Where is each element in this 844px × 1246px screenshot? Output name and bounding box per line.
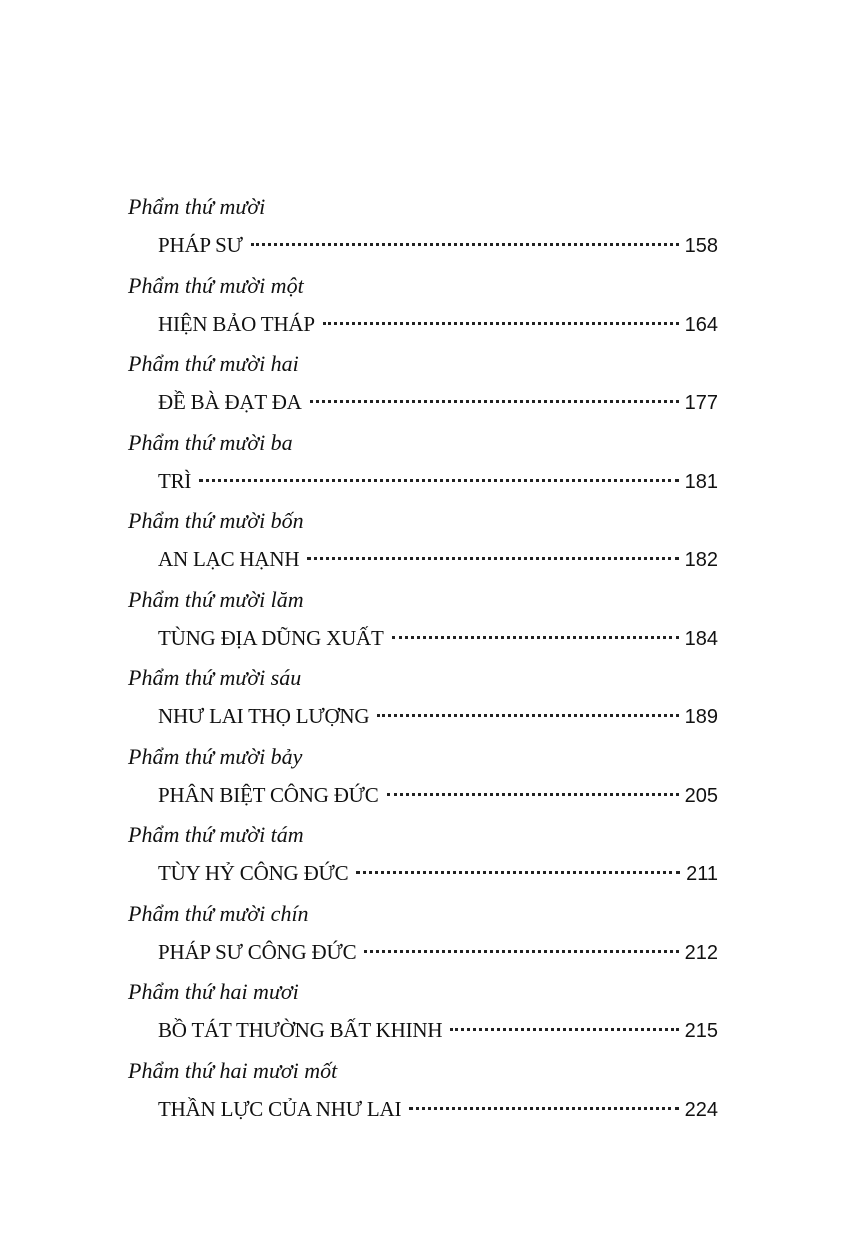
dot-leader	[199, 479, 678, 482]
page-number: 211	[686, 863, 718, 885]
section-heading: Phẩm thứ hai mươi mốt	[128, 1057, 338, 1083]
chapter-title: TRÌ	[158, 468, 192, 493]
chapter-title: BỒ TÁT THƯỜNG BẤT KHINH	[158, 1018, 443, 1042]
page-number: 212	[684, 941, 718, 964]
toc-entry	[128, 659, 718, 738]
chapter-title: HIỆN BẢO THÁP	[158, 311, 315, 336]
section-heading: Phẩm thứ hai mươi	[128, 979, 299, 1004]
chapter-line	[158, 305, 718, 343]
dot-leader	[409, 1107, 678, 1110]
section-heading: Phẩm thứ mười sáu	[128, 665, 302, 690]
section-heading: Phẩm thứ mười bốn	[128, 508, 304, 533]
chapter-line	[158, 619, 718, 657]
section-heading: Phẩm thứ mười bảy	[128, 743, 303, 769]
chapter-line	[158, 1090, 718, 1128]
chapter-line	[158, 1011, 718, 1049]
chapter-title: ĐỀ BÀ ĐẠT ĐA	[158, 390, 302, 414]
toc-entry	[128, 895, 718, 974]
page-number: 177	[684, 392, 718, 414]
page-number: 184	[684, 627, 718, 650]
page-number: 181	[684, 470, 718, 493]
section-heading: Phẩm thứ mười ba	[128, 429, 293, 455]
page-number: 224	[684, 1098, 718, 1121]
chapter-line	[158, 854, 718, 892]
toc-entry	[128, 581, 718, 660]
toc-entry	[128, 188, 718, 267]
chapter-title: TÙY HỶ CÔNG ĐỨC	[158, 861, 349, 885]
toc-entry	[128, 345, 718, 424]
toc-entry	[128, 816, 718, 895]
dot-leader	[323, 322, 679, 325]
page-number: 189	[684, 706, 718, 728]
chapter-line	[158, 226, 718, 264]
section-heading: Phẩm thứ mười lăm	[128, 586, 304, 612]
chapter-title: PHÁP SƯ	[158, 233, 243, 257]
chapter-line	[158, 383, 718, 421]
section-heading: Phẩm thứ mười chín	[128, 900, 309, 926]
chapter-title: PHÂN BIỆT CÔNG ĐỨC	[158, 782, 379, 807]
chapter-line	[158, 933, 718, 971]
dot-leader	[310, 400, 679, 403]
chapter-line	[158, 697, 718, 735]
chapter-title: PHÁP SƯ CÔNG ĐỨC	[158, 939, 357, 964]
page-number: 164	[684, 313, 718, 336]
toc-entry	[128, 267, 718, 346]
dot-leader	[356, 871, 680, 874]
section-heading: Phẩm thứ mười một	[128, 272, 304, 298]
dot-leader	[364, 950, 678, 953]
toc-entry	[128, 973, 718, 1052]
toc-entry	[128, 424, 718, 503]
chapter-line	[158, 776, 718, 814]
dot-leader	[392, 636, 679, 639]
toc-entry	[128, 502, 718, 581]
page-number: 182	[684, 549, 718, 571]
page-number: 205	[684, 784, 718, 807]
chapter-title: TÙNG ĐỊA DŨNG XUẤT	[158, 625, 384, 650]
section-heading: Phẩm thứ mười	[128, 194, 266, 219]
chapter-title: NHƯ LAI THỌ LƯỢNG	[158, 704, 370, 728]
table-of-contents	[128, 188, 718, 1130]
section-heading: Phẩm thứ mười tám	[128, 822, 304, 847]
page-number: 158	[684, 235, 718, 257]
chapter-line	[158, 540, 718, 578]
toc-entry	[128, 738, 718, 817]
page-number: 215	[684, 1020, 718, 1042]
dot-leader	[450, 1028, 678, 1031]
dot-leader	[387, 793, 679, 796]
dot-leader	[251, 243, 679, 246]
chapter-line	[158, 462, 718, 500]
chapter-title: AN LẠC HẠNH	[158, 547, 300, 571]
dot-leader	[377, 714, 678, 717]
section-heading: Phẩm thứ mười hai	[128, 351, 299, 376]
toc-entry	[128, 1052, 718, 1131]
chapter-title: THẦN LỰC CỦA NHƯ LAI	[158, 1096, 402, 1121]
dot-leader	[307, 557, 678, 560]
